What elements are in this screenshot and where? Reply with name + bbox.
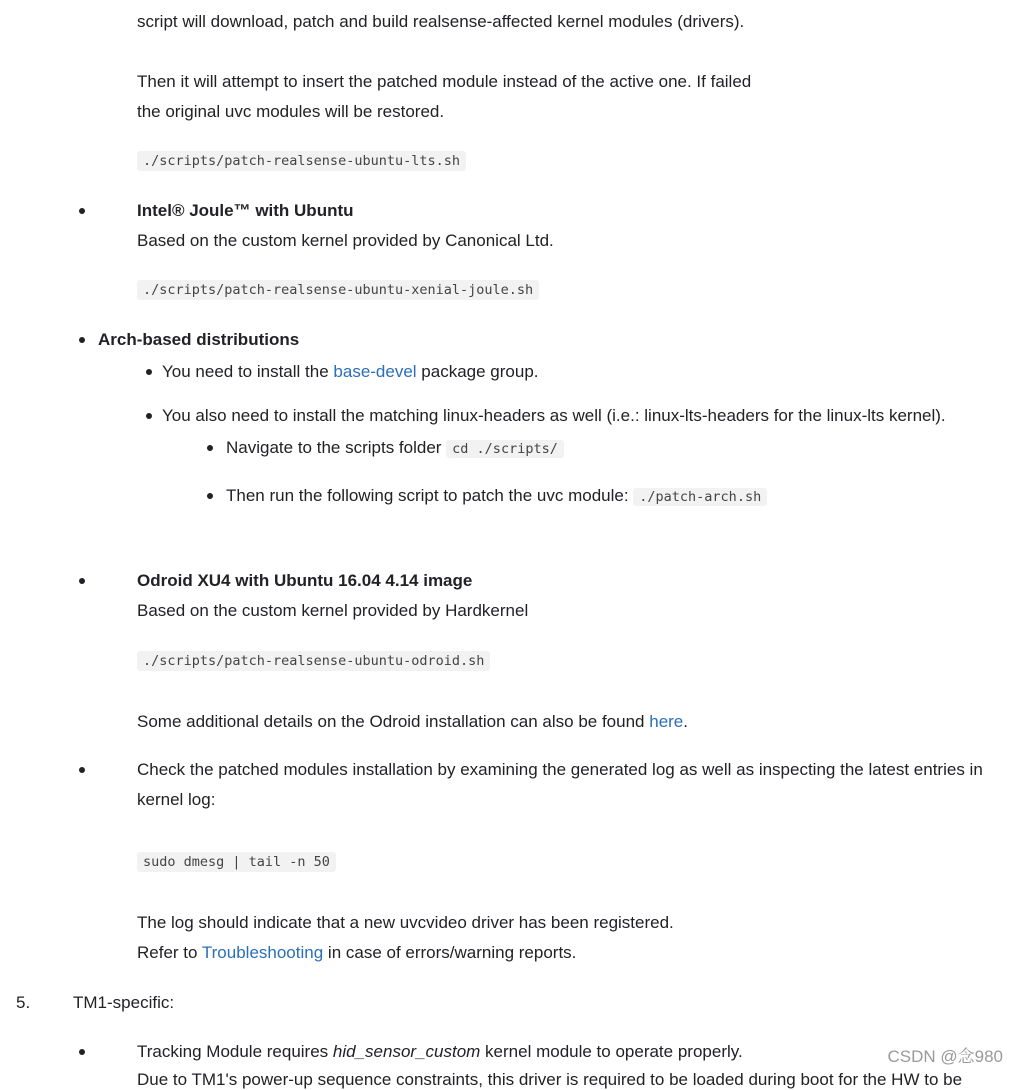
insert-text-line-2: the original uvc modules will be restored. [137,102,445,121]
odroid-description: Based on the custom kernel provided by Hardkernel [137,601,529,620]
joule-description: Based on the custom kernel provided by Canonical Ltd. [137,231,554,250]
insert-text-line-1: Then it will attempt to insert the patched module instead of the active one. If failed [137,72,752,91]
base-devel-link[interactable]: base-devel [333,362,417,381]
code-patch-joule: ./scripts/patch-realsense-ubuntu-xenial-joule.sh [137,280,539,300]
arch-sub1-text: Navigate to the scripts folder [226,438,447,457]
arch-sub-navigate [226,438,564,459]
arch-sub-run-script [226,486,767,507]
log-indicate-text: The log should indicate that a new uvcvideo driver has been registered. [137,913,674,932]
code-patch-odroid: ./scripts/patch-realsense-ubuntu-odroid.sh [137,651,490,671]
refer-text [137,943,576,963]
step5-label: TM1-specific: [73,993,175,1012]
odroid-details [137,712,688,732]
check-text-line-2: kernel log: [137,790,216,809]
csdn-watermark: CSDN @念980 [887,1047,1003,1066]
script-intro-text: script will download, patch and build realsense-affected kernel modules (drivers). [137,12,745,31]
refer-pre: Refer to [137,943,202,962]
bullet-dot [79,767,85,773]
bullet-dot [146,413,152,419]
refer-post: in case of errors/warning reports. [323,943,577,962]
bullet-dot [207,445,213,451]
tracking-module-text [137,1042,743,1062]
tracking-post: kernel module to operate properly. [480,1042,743,1061]
odroid-title: Odroid XU4 with Ubuntu 16.04 4.14 image [137,571,473,590]
tracking-pre: Tracking Module requires [137,1042,333,1061]
arch-item-linux-headers: You also need to install the matching linux-headers as well (i.e.: linux-lts-headers for the linux-lts kernel). [162,406,946,425]
code-patch-lts: ./scripts/patch-realsense-ubuntu-lts.sh [137,151,466,171]
bullet-dot [79,208,85,214]
odroid-details-post: . [683,712,688,731]
step-number-5: 5. [16,993,31,1012]
odroid-here-link[interactable]: here [649,712,684,731]
arch-item1-pre: You need to install the [162,362,334,381]
code-dmesg: sudo dmesg | tail -n 50 [137,852,336,872]
bullet-dot [146,369,152,375]
bullet-dot [79,578,85,584]
code-cd-scripts: cd ./scripts/ [446,440,564,458]
hid-sensor-custom-text: hid_sensor_custom [332,1042,481,1061]
check-text-line-1: Check the patched modules installation by examining the generated log as well as inspecting the latest entries in [137,760,983,779]
arch-item1-post: package group. [416,362,539,381]
troubleshooting-link[interactable]: Troubleshooting [201,943,324,962]
arch-sub2-text: Then run the following script to patch the uvc module: [226,486,634,505]
tm1-cutoff-text: Due to TM1's power-up sequence constraints, this driver is required to be loaded during boot for the HW to be [137,1070,963,1089]
arch-item-base-devel [162,362,539,382]
joule-title: Intel® Joule™ with Ubuntu [137,201,354,220]
arch-title: Arch-based distributions [98,330,300,349]
bullet-dot [207,493,213,499]
bullet-dot [79,1049,85,1055]
odroid-details-pre: Some additional details on the Odroid installation can also be found [137,712,650,731]
code-patch-arch: ./patch-arch.sh [633,488,767,506]
bullet-dot [79,337,85,343]
